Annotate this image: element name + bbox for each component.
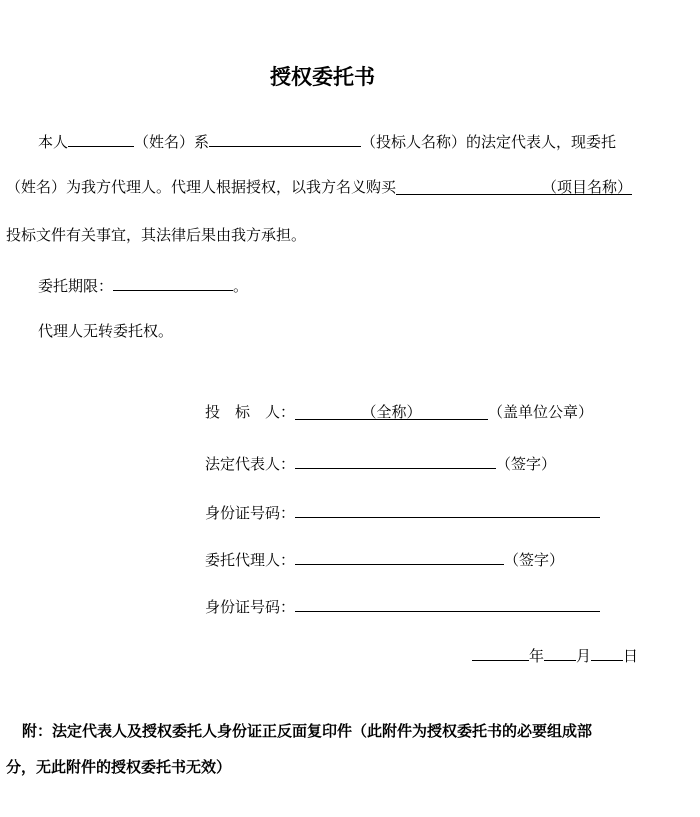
id-number-line-2 [205, 597, 600, 615]
page-title: 授权委托书 [270, 64, 375, 89]
legal-rep-blank[interactable] [295, 454, 496, 469]
para-2 [6, 180, 632, 195]
agent-blank[interactable] [295, 550, 504, 565]
agent-note: （签字） [504, 551, 565, 569]
project-blank[interactable] [396, 180, 632, 195]
bidder-hint: （投标人名称）的法定代表人，现委托 [361, 133, 617, 151]
term-line [38, 276, 248, 294]
term-label: 委托期限： [38, 277, 114, 295]
legal-rep-line [205, 454, 556, 472]
bidder-note: （盖单位公章） [488, 403, 594, 421]
appendix-line-2: 分，无此附件的授权委托书无效） [6, 758, 232, 776]
id2-blank[interactable] [295, 597, 600, 612]
bidder-fill-hint: （全称） [361, 403, 422, 421]
para-2-text: （姓名）为我方代理人。代理人根据授权，以我方名义购买 [6, 178, 397, 196]
id2-label: 身份证号码： [205, 598, 296, 616]
term-suffix: 。 [233, 277, 249, 295]
agent-label: 委托代理人： [205, 551, 296, 569]
day-label: 日 [623, 647, 639, 665]
project-hint: （项目名称） [542, 178, 633, 196]
para-3: 投标文件有关事宜，其法律后果由我方承担。 [6, 226, 307, 244]
term-blank[interactable] [113, 276, 233, 291]
name-blank[interactable] [68, 132, 134, 147]
name-hint: （姓名）系 [134, 133, 210, 151]
year-blank[interactable] [472, 646, 529, 661]
id1-label: 身份证号码： [205, 504, 296, 522]
para-1-prefix: 本人 [38, 133, 69, 151]
day-blank[interactable] [591, 646, 623, 661]
appendix-line-1: 附：法定代表人及授权委托人身份证正反面复印件（此附件为授权委托书的必要组成部 [22, 722, 593, 740]
bidder-name-blank[interactable] [209, 132, 361, 147]
bidder-label: 投 标 人： [205, 403, 296, 421]
id1-blank[interactable] [295, 503, 600, 518]
date-line [472, 646, 638, 664]
legal-rep-label: 法定代表人： [205, 455, 296, 473]
agent-line [205, 550, 564, 568]
legal-rep-note: （签字） [496, 455, 557, 473]
id-number-line-1 [205, 503, 600, 521]
bidder-line [205, 405, 593, 420]
month-blank[interactable] [544, 646, 576, 661]
year-label: 年 [529, 647, 545, 665]
no-transfer-line: 代理人无转委托权。 [38, 322, 174, 340]
bidder-blank[interactable] [295, 405, 488, 420]
para-1 [38, 132, 616, 150]
month-label: 月 [576, 647, 592, 665]
